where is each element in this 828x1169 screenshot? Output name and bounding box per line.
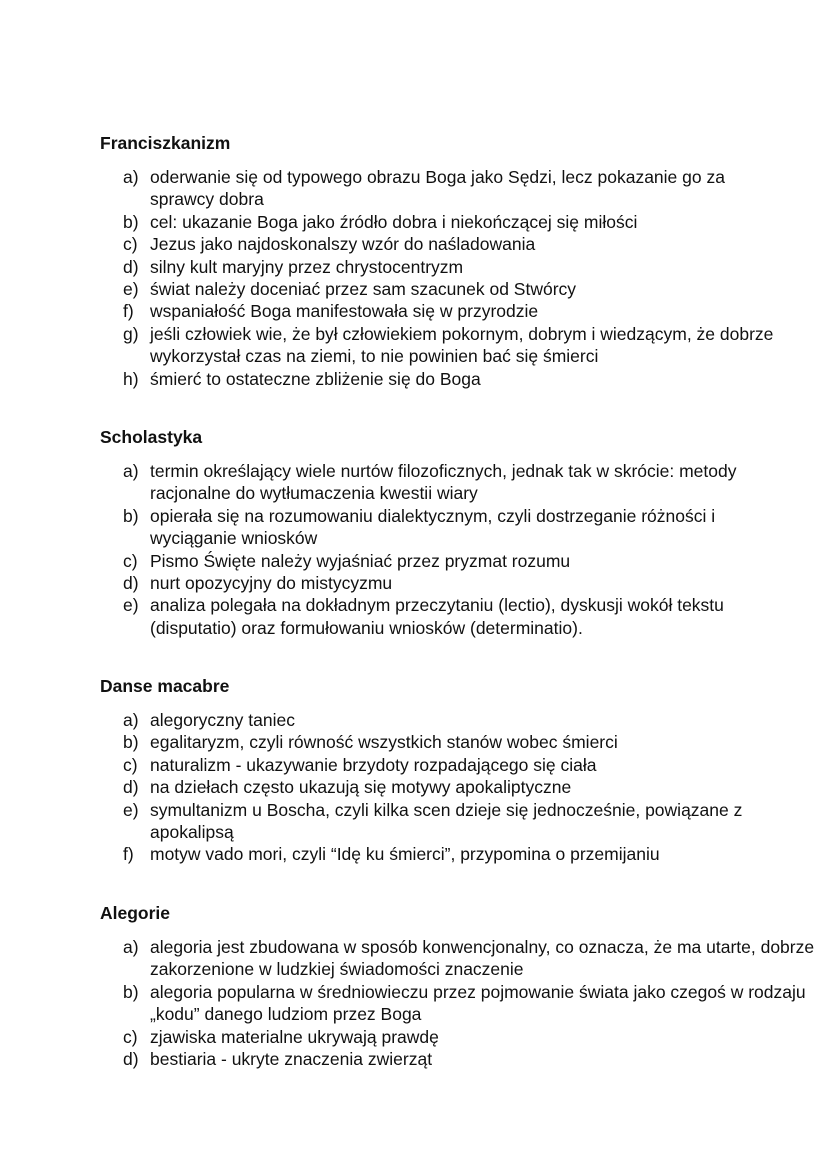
list-marker: f) — [123, 844, 134, 865]
item-list — [100, 460, 800, 639]
list-item — [100, 368, 800, 390]
list-item — [100, 505, 790, 550]
list-item — [100, 211, 800, 233]
section-franciszkanizm — [100, 132, 800, 390]
list-item-text: analiza polegała na dokładnym przeczytaniu (lectio), dyskusji wokół tekstu (disputatio) oraz formułowaniu wniosków (determinatio). — [150, 595, 724, 638]
list-marker: d) — [123, 256, 139, 277]
list-item-text: opierała się na rozumowaniu dialektycznym, czyli dostrzeganie różności i wyciąganie wniosków — [150, 505, 716, 549]
section-scholastyka — [100, 426, 800, 639]
list-item-text: alegoria popularna w średniowieczu przez pojmowanie świata jako czegoś w rodzaju „kodu” danego ludziom przez Boga — [150, 981, 806, 1025]
list-item-text: bestiaria - ukryte znaczenia zwierząt — [150, 1049, 433, 1070]
list-item-text: motyw vado mori, czyli “Idę ku śmierci”, przypomina o przemijaniu — [150, 844, 660, 865]
item-list — [100, 936, 815, 1070]
list-marker: d) — [123, 573, 139, 594]
item-list — [100, 709, 800, 866]
list-item-text: wspaniałość Boga manifestowała się w przyrodzie — [150, 301, 539, 322]
list-item — [100, 233, 800, 255]
list-item-text: śmierć to ostateczne zbliżenie się do Boga — [150, 368, 481, 389]
list-item — [100, 300, 800, 322]
list-item-text: Pismo Święte należy wyjaśniać przez pryzmat rozumu — [150, 550, 571, 571]
list-item-text: symultanizm u Boscha, czyli kilka scen dzieje się jednocześnie, powiązane z apokalipsą — [150, 799, 743, 843]
list-marker: a) — [123, 710, 139, 730]
list-marker: b) — [123, 505, 139, 526]
list-marker: a) — [123, 167, 139, 187]
list-marker: b) — [123, 211, 139, 232]
list-item — [100, 594, 800, 639]
list-marker: e) — [123, 799, 139, 820]
section-alegorie — [100, 902, 815, 1070]
list-item — [100, 731, 800, 753]
list-item — [100, 1026, 800, 1048]
list-marker: a) — [123, 937, 139, 957]
list-marker: c) — [123, 754, 138, 775]
list-marker: a) — [123, 461, 139, 481]
section-heading: Alegorie — [100, 903, 171, 923]
item-list — [100, 166, 800, 390]
list-item — [100, 278, 800, 300]
section-heading: Danse macabre — [100, 676, 230, 696]
list-item-text: oderwanie się od typowego obrazu Boga jako Sędzi, lecz pokazanie go za sprawcy dobra — [150, 167, 725, 210]
list-item-text: silny kult maryjny przez chrystocentryzm — [150, 256, 464, 277]
list-item-text: egalitaryzm, czyli równość wszystkich stanów wobec śmierci — [150, 732, 618, 753]
list-item — [100, 323, 828, 368]
list-marker: b) — [123, 732, 139, 753]
list-marker: d) — [123, 1049, 139, 1070]
list-item — [100, 981, 828, 1026]
list-item — [100, 460, 820, 505]
section-heading: Franciszkanizm — [100, 133, 231, 153]
list-marker: g) — [123, 323, 139, 344]
list-item — [100, 843, 800, 865]
list-item — [100, 1048, 800, 1070]
list-item-text: zjawiska materialne ukrywają prawdę — [150, 1026, 439, 1047]
list-item — [100, 936, 828, 981]
list-item-text: świat należy doceniać przez sam szacunek od Stwórcy — [150, 279, 577, 300]
list-item — [100, 709, 800, 731]
section-heading: Scholastyka — [100, 427, 203, 447]
list-marker: b) — [123, 981, 139, 1002]
list-item — [100, 776, 800, 798]
list-marker: f) — [123, 301, 134, 322]
list-marker: e) — [123, 595, 139, 616]
list-marker: c) — [123, 234, 138, 255]
list-item-text: alegoria jest zbudowana w sposób konwencjonalny, co oznacza, że ma utarte, dobrze zakorzenione w ludzkiej świadomości znaczenie — [150, 937, 815, 980]
list-marker: e) — [123, 279, 139, 300]
list-item-text: alegoryczny taniec — [150, 710, 295, 730]
list-item — [100, 799, 820, 844]
list-marker: c) — [123, 1026, 138, 1047]
list-marker: c) — [123, 550, 138, 571]
list-item — [100, 572, 800, 594]
list-item-text: Jezus jako najdoskonalszy wzór do naśladowania — [150, 234, 536, 255]
list-item-text: jeśli człowiek wie, że był człowiekiem pokornym, dobrym i wiedzącym, że dobrze wykorzystał czas na ziemi, to nie powinien bać się śmierci — [150, 323, 774, 367]
list-item-text: termin określający wiele nurtów filozoficznych, jednak tak w skrócie: metody racjonalne do wytłumaczenia kwestii wiary — [150, 461, 737, 504]
list-item — [100, 166, 790, 211]
list-item — [100, 256, 800, 278]
list-item — [100, 754, 800, 776]
list-item — [100, 550, 800, 572]
list-item-text: naturalizm - ukazywanie brzydoty rozpadającego się ciała — [150, 754, 597, 775]
list-marker: d) — [123, 777, 139, 798]
list-item-text: nurt opozycyjny do mistycyzmu — [150, 573, 393, 594]
list-item-text: na dziełach często ukazują się motywy apokaliptyczne — [150, 777, 572, 798]
section-danse-macabre — [100, 675, 800, 866]
list-item-text: cel: ukazanie Boga jako źródło dobra i niekończącej się miłości — [150, 211, 638, 232]
list-marker: h) — [123, 368, 139, 389]
